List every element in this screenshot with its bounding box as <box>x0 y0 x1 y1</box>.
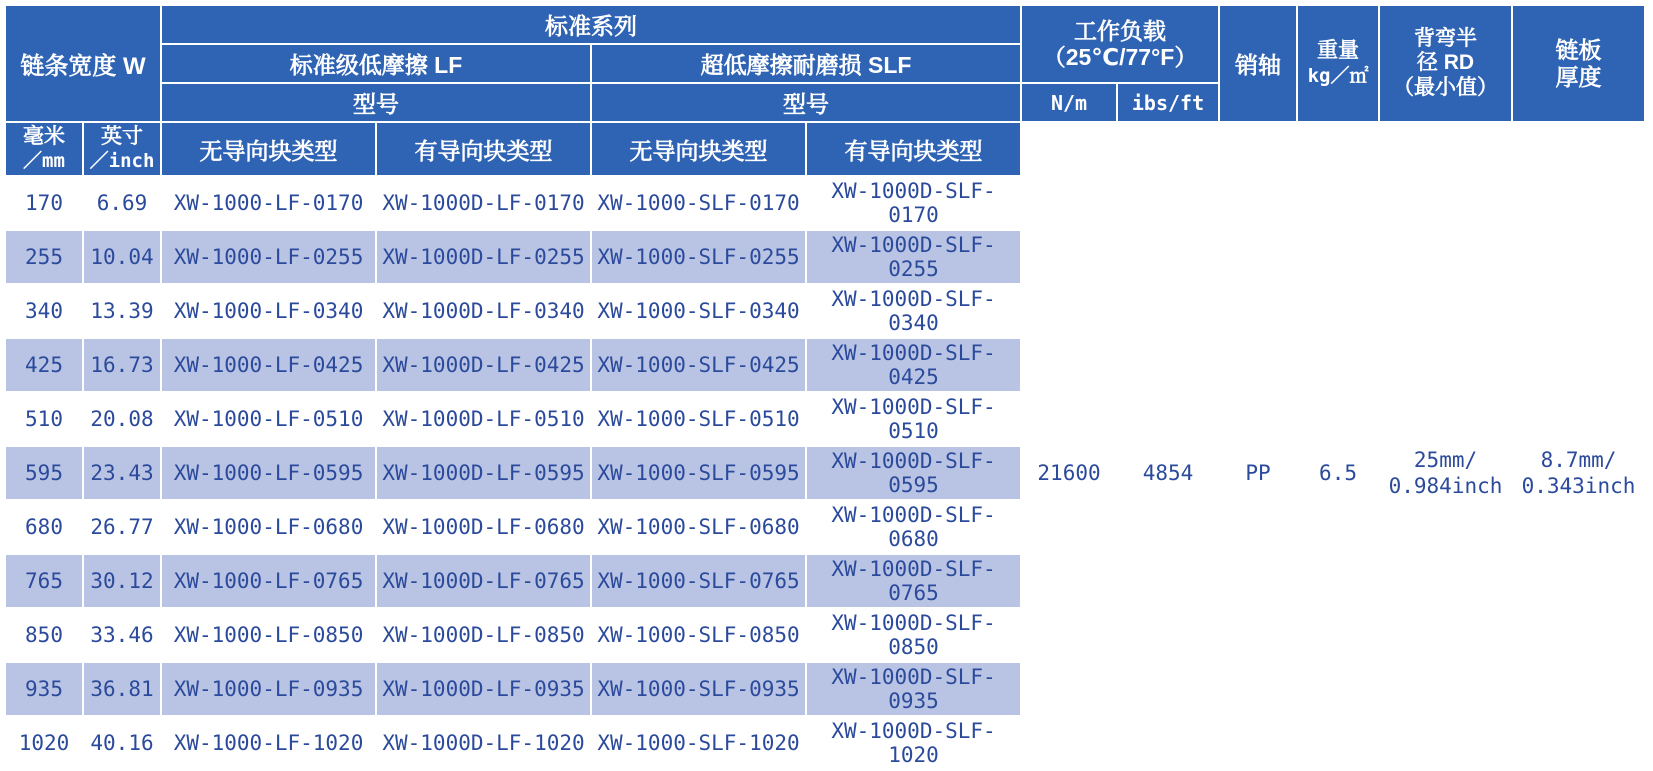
header-plate-thickness-line1: 链板 <box>1555 37 1602 64</box>
cell-slf-with-guide: XW-1000D-SLF-0255 <box>806 230 1021 284</box>
cell-plate-thickness-line1: 8.7mm/ <box>1540 448 1617 473</box>
cell-plate-thickness-line2: 0.343inch <box>1521 474 1636 499</box>
cell-width-inch: 40.16 <box>83 716 161 770</box>
cell-width-inch: 6.69 <box>83 176 161 230</box>
header-width-mm-label: 毫米 <box>23 125 65 148</box>
cell-lf-with-guide: XW-1000D-LF-0680 <box>376 500 591 554</box>
cell-width-inch: 16.73 <box>83 338 161 392</box>
header-working-load-unit-ibs: ibs/ft <box>1117 83 1219 122</box>
header-width-inch <box>83 122 161 176</box>
header-pin-shaft: 销轴 <box>1219 5 1297 122</box>
cell-lf-no-guide: XW-1000-LF-0340 <box>161 284 376 338</box>
table-row <box>5 176 1645 230</box>
cell-lf-with-guide: XW-1000D-LF-0595 <box>376 446 591 500</box>
header-back-bend-line1: 背弯半 <box>1414 27 1478 51</box>
cell-working-load-ibs: 4854 <box>1117 176 1219 770</box>
cell-slf-with-guide: XW-1000D-SLF-0425 <box>806 338 1021 392</box>
header-standard-series: 标准系列 <box>161 5 1021 44</box>
header-model-slf: 型号 <box>591 83 1021 122</box>
cell-weight: 6.5 <box>1297 176 1379 770</box>
header-lf-with-guide: 有导向块类型 <box>376 122 591 176</box>
header-weight-line2: kg／㎡ <box>1307 64 1369 87</box>
cell-lf-with-guide: XW-1000D-LF-1020 <box>376 716 591 770</box>
cell-slf-no-guide: XW-1000-SLF-0255 <box>591 230 806 284</box>
cell-lf-no-guide: XW-1000-LF-0680 <box>161 500 376 554</box>
header-plate-thickness-line2: 厚度 <box>1555 63 1602 90</box>
cell-slf-with-guide: XW-1000D-SLF-0765 <box>806 554 1021 608</box>
cell-width-inch: 20.08 <box>83 392 161 446</box>
cell-lf-with-guide: XW-1000D-LF-0425 <box>376 338 591 392</box>
header-width-mm-unit: ／mm <box>23 150 65 173</box>
cell-slf-no-guide: XW-1000-SLF-0170 <box>591 176 806 230</box>
header-slf-group: 超低摩擦耐磨损 SLF <box>591 44 1021 83</box>
cell-width-mm: 425 <box>5 338 83 392</box>
cell-lf-no-guide: XW-1000-LF-0510 <box>161 392 376 446</box>
header-weight <box>1297 5 1379 122</box>
header-row-4 <box>5 122 1645 176</box>
cell-lf-with-guide: XW-1000D-LF-0850 <box>376 608 591 662</box>
header-row-1 <box>5 5 1645 44</box>
cell-slf-with-guide: XW-1000D-SLF-0680 <box>806 500 1021 554</box>
cell-lf-no-guide: XW-1000-LF-0765 <box>161 554 376 608</box>
cell-lf-with-guide: XW-1000D-LF-0170 <box>376 176 591 230</box>
header-plate-thickness <box>1512 5 1645 122</box>
cell-slf-no-guide: XW-1000-SLF-0510 <box>591 392 806 446</box>
cell-pin-shaft: PP <box>1219 176 1297 770</box>
cell-lf-with-guide: XW-1000D-LF-0935 <box>376 662 591 716</box>
cell-lf-with-guide: XW-1000D-LF-0510 <box>376 392 591 446</box>
cell-width-mm: 765 <box>5 554 83 608</box>
cell-slf-no-guide: XW-1000-SLF-0765 <box>591 554 806 608</box>
cell-lf-no-guide: XW-1000-LF-0935 <box>161 662 376 716</box>
cell-lf-no-guide: XW-1000-LF-1020 <box>161 716 376 770</box>
cell-width-inch: 23.43 <box>83 446 161 500</box>
cell-back-bend-line2: 0.984inch <box>1388 474 1503 499</box>
header-slf-no-guide: 无导向块类型 <box>591 122 806 176</box>
cell-lf-no-guide: XW-1000-LF-0595 <box>161 446 376 500</box>
header-back-bend-line3: （最小值） <box>1393 75 1499 99</box>
cell-width-mm: 170 <box>5 176 83 230</box>
header-back-bend-line2: 径 RD <box>1416 51 1475 75</box>
cell-slf-no-guide: XW-1000-SLF-0935 <box>591 662 806 716</box>
cell-width-mm: 510 <box>5 392 83 446</box>
cell-width-mm: 255 <box>5 230 83 284</box>
cell-width-inch: 30.12 <box>83 554 161 608</box>
cell-slf-no-guide: XW-1000-SLF-0680 <box>591 500 806 554</box>
header-width-mm <box>5 122 83 176</box>
header-back-bend-radius <box>1379 5 1512 122</box>
header-width-inch-label: 英寸 <box>101 125 143 148</box>
cell-slf-no-guide: XW-1000-SLF-0595 <box>591 446 806 500</box>
header-slf-with-guide: 有导向块类型 <box>806 122 1021 176</box>
cell-width-inch: 33.46 <box>83 608 161 662</box>
cell-slf-no-guide: XW-1000-SLF-0340 <box>591 284 806 338</box>
cell-width-inch: 10.04 <box>83 230 161 284</box>
cell-lf-no-guide: XW-1000-LF-0850 <box>161 608 376 662</box>
header-working-load-unit-nm: N/m <box>1021 83 1117 122</box>
cell-width-inch: 26.77 <box>83 500 161 554</box>
cell-width-mm: 595 <box>5 446 83 500</box>
cell-slf-with-guide: XW-1000D-SLF-0510 <box>806 392 1021 446</box>
cell-width-inch: 36.81 <box>83 662 161 716</box>
cell-width-mm: 340 <box>5 284 83 338</box>
cell-slf-with-guide: XW-1000D-SLF-0850 <box>806 608 1021 662</box>
header-model-lf: 型号 <box>161 83 591 122</box>
header-lf-group: 标准级低摩擦 LF <box>161 44 591 83</box>
cell-width-mm: 850 <box>5 608 83 662</box>
cell-lf-with-guide: XW-1000D-LF-0765 <box>376 554 591 608</box>
header-working-load-line1: 工作负载 <box>1074 17 1167 44</box>
cell-slf-with-guide: XW-1000D-SLF-0935 <box>806 662 1021 716</box>
header-width-inch-unit: ／inch <box>89 150 155 173</box>
cell-back-bend-line1: 25mm/ <box>1413 448 1478 473</box>
cell-working-load-nm: 21600 <box>1021 176 1117 770</box>
chain-specification-table <box>4 4 1646 771</box>
cell-width-mm: 1020 <box>5 716 83 770</box>
cell-lf-no-guide: XW-1000-LF-0425 <box>161 338 376 392</box>
cell-lf-no-guide: XW-1000-LF-0170 <box>161 176 376 230</box>
header-working-load-line2: （25℃/77°F） <box>1042 44 1198 70</box>
header-weight-line1: 重量 <box>1317 39 1360 63</box>
cell-lf-no-guide: XW-1000-LF-0255 <box>161 230 376 284</box>
cell-slf-with-guide: XW-1000D-SLF-0595 <box>806 446 1021 500</box>
cell-plate-thickness <box>1512 176 1645 770</box>
cell-slf-no-guide: XW-1000-SLF-1020 <box>591 716 806 770</box>
cell-lf-with-guide: XW-1000D-LF-0255 <box>376 230 591 284</box>
cell-width-inch: 13.39 <box>83 284 161 338</box>
header-lf-no-guide: 无导向块类型 <box>161 122 376 176</box>
cell-width-mm: 935 <box>5 662 83 716</box>
cell-lf-with-guide: XW-1000D-LF-0340 <box>376 284 591 338</box>
cell-back-bend-radius <box>1379 176 1512 770</box>
header-chain-width: 链条宽度 W <box>5 5 161 122</box>
cell-slf-no-guide: XW-1000-SLF-0425 <box>591 338 806 392</box>
cell-slf-with-guide: XW-1000D-SLF-0340 <box>806 284 1021 338</box>
cell-slf-no-guide: XW-1000-SLF-0850 <box>591 608 806 662</box>
cell-width-mm: 680 <box>5 500 83 554</box>
cell-slf-with-guide: XW-1000D-SLF-0170 <box>806 176 1021 230</box>
cell-slf-with-guide: XW-1000D-SLF-1020 <box>806 716 1021 770</box>
header-working-load <box>1021 5 1219 83</box>
